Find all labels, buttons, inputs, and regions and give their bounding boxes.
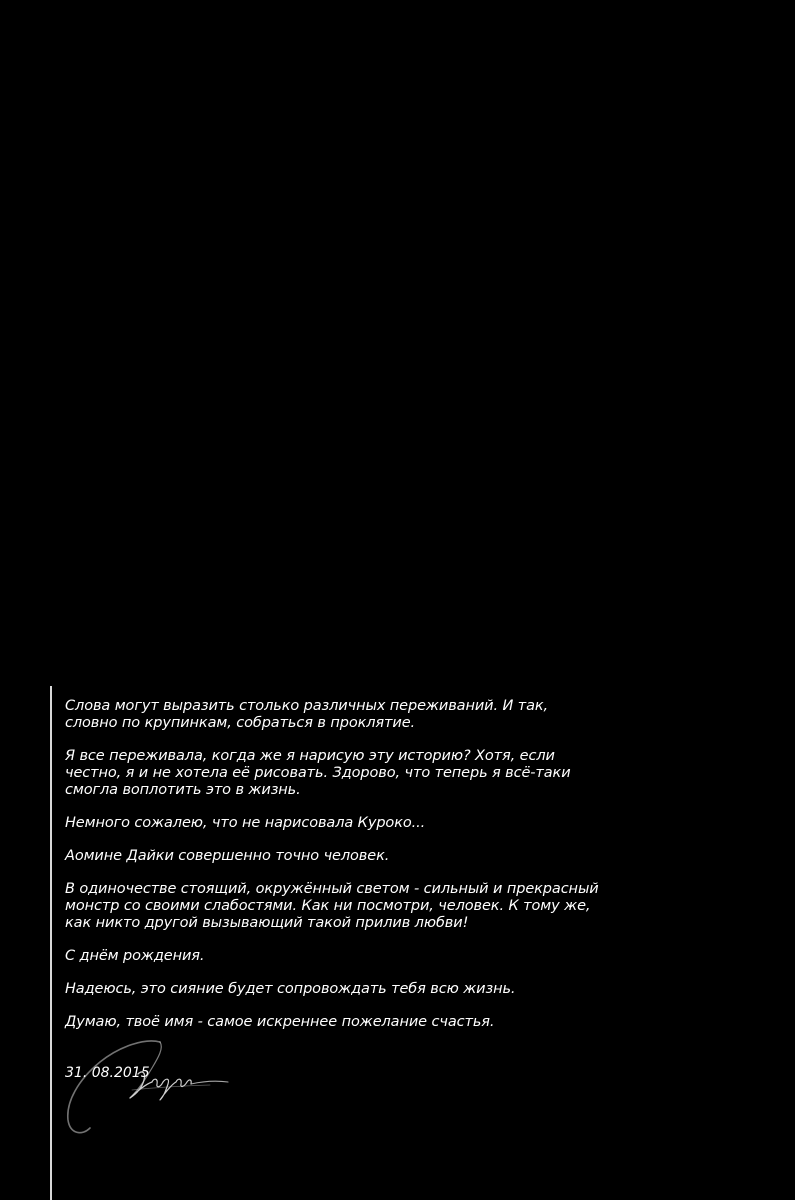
afterword-text <box>65 698 665 1047</box>
afterword-paragraph-4: Аомине Дайки совершенно точно человек. <box>65 848 390 864</box>
afterword-paragraph-7: Надеюсь, это сияние будет сопровождать тебя всю жизнь. <box>65 981 516 997</box>
afterword-paragraph-2: Я все переживала, когда же я нарисую эту историю? Хотя, если честно, я и не хотела её рисовать. Здорово, что теперь я всё-таки смогла воплотить это в жизнь. <box>65 748 571 798</box>
afterword-paragraph-5: В одиночестве стоящий, окружённый светом - сильный и прекрасный монстр со своими слабостями. Как ни посмотри, человек. К тому же, как никто другой вызывающий такой прилив любви! <box>65 881 599 931</box>
afterword-paragraph-1: Слова могут выразить столько различных переживаний. И так, словно по крупинкам, собраться в проклятие. <box>65 698 549 731</box>
afterword-paragraph-6: С днём рождения. <box>65 948 205 964</box>
margin-divider-line <box>50 686 52 1200</box>
afterword-paragraph-8: Думаю, твоё имя - самое искреннее пожелание счастья. <box>65 1014 495 1030</box>
handwritten-signature-icon <box>60 1032 240 1142</box>
afterword-date: 31. 08.2015 <box>65 1065 150 1081</box>
afterword-paragraph-3: Немного сожалею, что не нарисовала Куроко... <box>65 815 426 831</box>
